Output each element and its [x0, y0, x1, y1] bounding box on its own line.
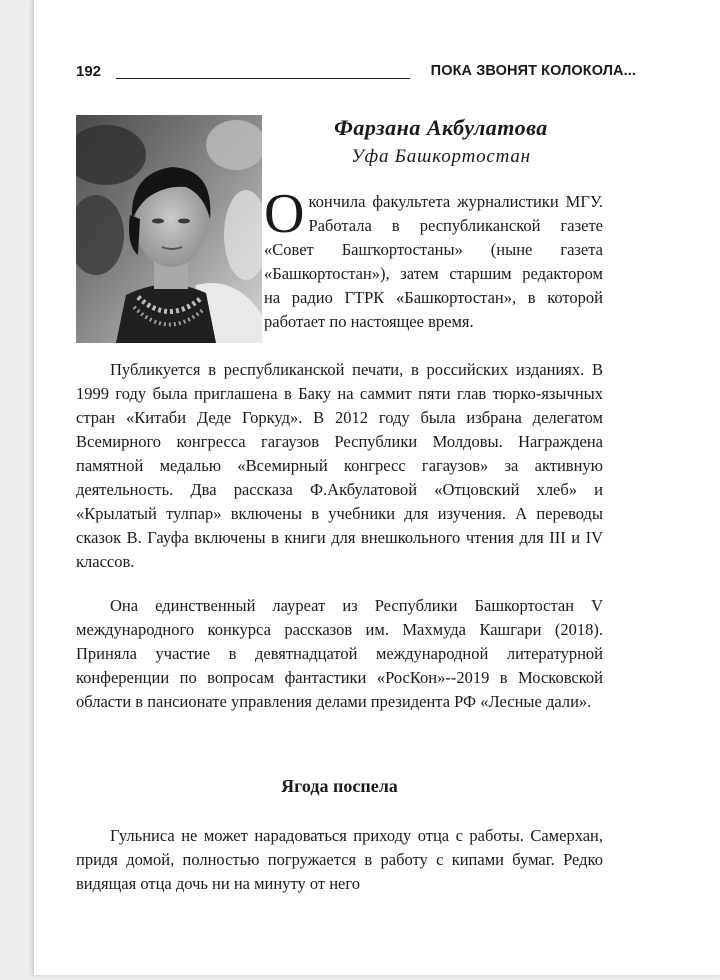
- author-photo: [76, 115, 262, 343]
- bio-intro: [264, 183, 603, 334]
- drop-cap: О: [264, 183, 305, 245]
- bio-paragraph-1: Публикуется в республиканской печати, в российских изданиях. В 1999 году была приглашена в Баку на саммит пяти глав тюрко-язычных стран «Китаби Деде Горкуд». В 2012 году была избрана делегатом Всемирного конгресса гагаузов Республики Молдовы. Награждена памятной медалью «Всемирный конгресс гагаузов» за активную деятельность. Два рассказа Ф.Акбулатовой «Отцовский хлеб» и «Крылатый тулпар» включены в учебники для изучения. А переводы сказок В. Гауфа включены в книги для внешкольного чтения для III и IV классов.: [76, 360, 603, 571]
- running-title: ПОКА ЗВОНЯТ КОЛОКОЛА...: [430, 63, 636, 79]
- page-header: [76, 62, 636, 84]
- story-title: Ягода поспела: [281, 776, 398, 796]
- author-place: Уфа Башкортостан: [351, 146, 531, 167]
- header-rule: [116, 78, 410, 79]
- bio-intro-text: кончила факультета журналистики МГУ. Работала в республиканской газете «Совет Башҡортостаны» (ныне газета «Башкортостан»), затем старшим редактором на радио ГТРК «Башкортостан», в которой работает по настоящее время.: [264, 192, 603, 331]
- author-name: Фарзана Акбулатова: [334, 115, 548, 140]
- story-paragraph-1: Гульниса не может нарадоваться приходу отца с работы. Самерхан, придя домой, полностью погружается в работу с кипами бумаг. Редко видящая отца дочь ни на минуту от него: [76, 826, 603, 893]
- page-number: 192: [76, 63, 102, 80]
- bio-paragraph-2: Она единственный лауреат из Республики Башкортостан V международного конкурса рассказов им. Махмуда Кашгари (2018). Приняла участие в девятнадцатой международной литературной конференции по вопросам фантастики «РосКон»--2019 в Московской области в пансионате управления делами президента РФ «Лесные дали».: [76, 596, 603, 711]
